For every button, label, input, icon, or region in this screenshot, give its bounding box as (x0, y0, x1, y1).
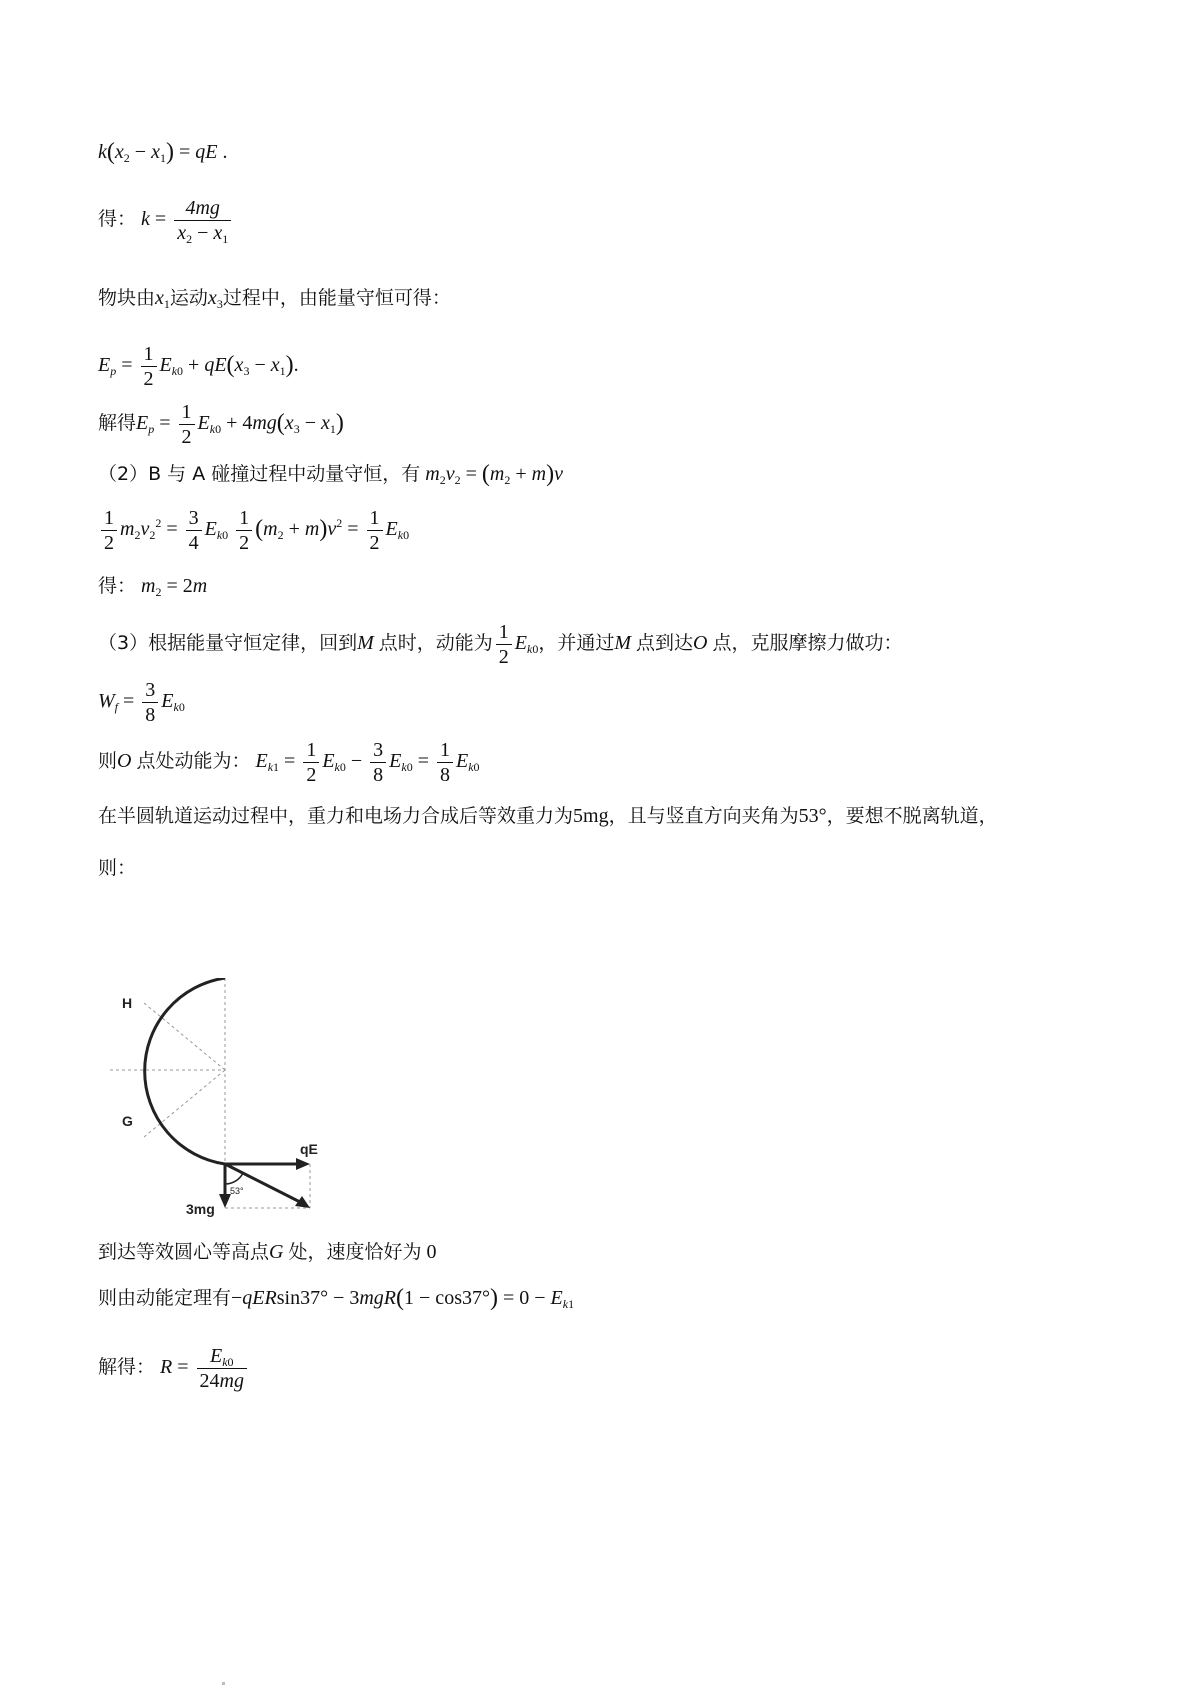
angle-arc (225, 1173, 243, 1184)
equation-4: 解得$E_p$ = $\frac{1}{2}$ $E_{k0} + 4mg(x_3 - x_1)$ (98, 401, 344, 448)
part-3-statement: （3）根据能量守恒定律，回到M 点时，动能为 $\frac{1}{2}$ $E_{k0}$，并通过M 点到达O 点，克服摩擦力做功： (98, 621, 903, 668)
equation-5: $\frac{1}{2}$ $m_2v_2^2$ = $\frac{3}{4}$ $E_{k0}$ $\frac{1}{2}$ $(m_2 + m)v^2$ = $\frac{1}{2}$ $E_{k0}$ (98, 508, 409, 553)
equation-2: 得： k = $\frac{4mg}{x_2 - x_1}$ (98, 198, 234, 243)
equation-6: 得： $m_2 = 2m$ (98, 575, 208, 599)
part-2-statement: （2）B 与 A 碰撞过程中动量守恒，有 $m_2v_2 = (m_2 + m)v$ (98, 461, 563, 487)
radius-to-H-guide (144, 1003, 225, 1070)
paragraph-2-cont: 则： (98, 857, 137, 879)
semicircle-track (145, 978, 225, 1164)
page-speck (222, 1682, 225, 1685)
qE-label: qE (300, 1141, 318, 1157)
point-H-label: H (122, 995, 133, 1011)
radius-to-G-guide (144, 1070, 225, 1137)
qE-arrowhead (296, 1158, 310, 1170)
resultant-force-arrow (225, 1164, 300, 1202)
paragraph-2: 在半圆轨道运动过程中，重力和电场力合成后等效重力为5mg，且与竖直方向夹角为53°，要想不脱离轨道， (98, 805, 998, 827)
gravity-arrowhead (219, 1194, 231, 1208)
point-G-label: G (122, 1113, 133, 1129)
equation-8: 则O 点处动能为： $E_{k1}$ = $\frac{1}{2}$ $E_{k0}$ − $\frac{3}{8}$ $E_{k0}$ = $\frac{1}{8}$ $E_{k0}$ (98, 739, 480, 786)
equation-3: $E_p$ = $\frac{1}{2}$ $E_{k0} + qE(x_3 - x_1)$. (98, 343, 299, 390)
semicircle-track-diagram (100, 978, 350, 1218)
equation-10: 解得： R = $\frac{E_{k0}}{24mg}$ (98, 1346, 250, 1391)
angle-label: 53° (230, 1186, 244, 1196)
3mg-label: 3mg (186, 1201, 215, 1217)
equation-7: $W_f$ = $\frac{3}{8}$ $E_{k0}$ (98, 679, 185, 726)
equation-9: 则由动能定理有$-qERsin37^\circ - 3mgR(1 - \cos 37^\circ) = 0 - E_{k1}$ (98, 1285, 575, 1311)
equation-1: $k(x_2 - x_1)$ = qE . (98, 139, 228, 165)
paragraph-1: 物块由$x_1$运动$x_3$过程中，由能量守恒可得： (98, 287, 451, 311)
paragraph-3: 到达等效圆心等高点G 处，速度恰好为 0 (98, 1241, 437, 1263)
